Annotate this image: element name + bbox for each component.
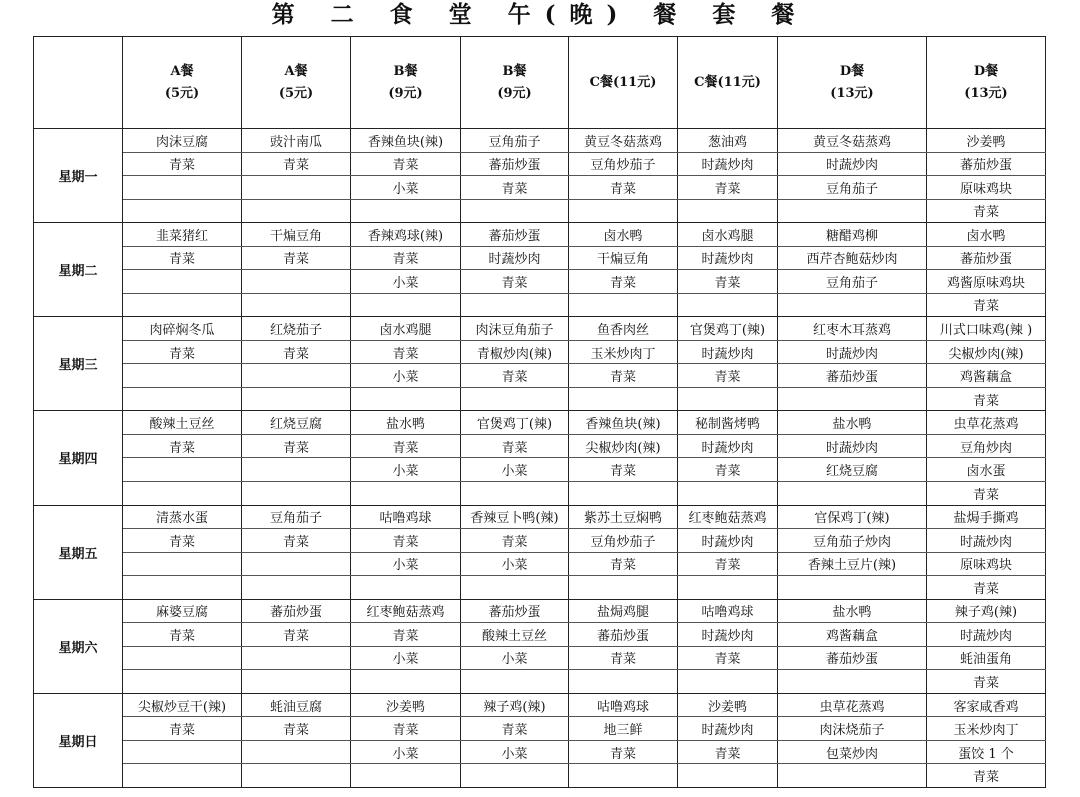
dish-cell: 青菜 (678, 270, 778, 294)
dish-cell: 干煸豆角 (569, 246, 678, 270)
dish-cell: 官保鸡丁(辣) (778, 505, 927, 529)
dish-cell: 蕃茄炒蛋 (242, 599, 351, 623)
dish-cell: 地三鲜 (569, 717, 678, 741)
dish-cell: 黄豆冬菇蒸鸡 (569, 129, 678, 153)
dish-cell: 小菜 (461, 552, 569, 576)
dish-cell: 小菜 (351, 740, 461, 764)
dish-cell (461, 670, 569, 694)
dish-cell: 时蔬炒肉 (678, 623, 778, 647)
day-label: 星期日 (34, 693, 123, 787)
dish-cell (242, 458, 351, 482)
dish-cell: 鸡酱藕盒 (927, 364, 1046, 388)
menu-row (34, 740, 1046, 764)
dish-cell (123, 270, 242, 294)
dish-cell: 蕃茄炒蛋 (461, 599, 569, 623)
dish-cell: 肉沫烧茄子 (778, 717, 927, 741)
menu-row (34, 270, 1046, 294)
dish-cell: 时蔬炒肉 (678, 340, 778, 364)
dish-cell (778, 670, 927, 694)
column-header (569, 37, 678, 129)
dish-cell: 酸辣土豆丝 (123, 411, 242, 435)
dish-cell (242, 646, 351, 670)
menu-row (34, 670, 1046, 694)
column-price: (9元) (497, 85, 532, 101)
column-name: B餐 (393, 63, 418, 79)
dish-cell: 豉汁南瓜 (242, 129, 351, 153)
dish-cell (461, 764, 569, 788)
dish-cell: 豆角炒茄子 (569, 529, 678, 553)
dish-cell: 时蔬炒肉 (678, 717, 778, 741)
dish-cell: 尖椒炒肉(辣) (569, 434, 678, 458)
dish-cell (351, 764, 461, 788)
dish-cell (351, 199, 461, 223)
menu-row (34, 223, 1046, 247)
day-label: 星期一 (34, 129, 123, 223)
dish-cell: 时蔬炒肉 (461, 246, 569, 270)
dish-cell: 时蔬炒肉 (678, 246, 778, 270)
dish-cell: 豆角茄子 (461, 129, 569, 153)
dish-cell: 青菜 (242, 529, 351, 553)
dish-cell: 香辣鸡球(辣) (351, 223, 461, 247)
dish-cell: 青菜 (569, 364, 678, 388)
dish-cell: 紫苏土豆焖鸭 (569, 505, 678, 529)
dish-cell: 清蒸水蛋 (123, 505, 242, 529)
dish-cell (778, 764, 927, 788)
dish-cell: 蕃茄炒蛋 (778, 364, 927, 388)
dish-cell (123, 740, 242, 764)
dish-cell: 青菜 (242, 152, 351, 176)
dish-cell: 黄豆冬菇蒸鸡 (778, 129, 927, 153)
dish-cell (461, 481, 569, 505)
menu-row (34, 717, 1046, 741)
dish-cell (242, 293, 351, 317)
dish-cell: 青菜 (927, 576, 1046, 600)
dish-cell (351, 670, 461, 694)
dish-cell: 官煲鸡丁(辣) (461, 411, 569, 435)
menu-row (34, 387, 1046, 411)
dish-cell: 青菜 (461, 434, 569, 458)
dish-cell: 虫草花蒸鸡 (778, 693, 927, 717)
dish-cell (123, 552, 242, 576)
dish-cell (242, 576, 351, 600)
column-price: (9元) (388, 85, 423, 101)
dish-cell: 盐水鸭 (778, 599, 927, 623)
dish-cell: 玉米炒肉丁 (927, 717, 1046, 741)
dish-cell: 红烧茄子 (242, 317, 351, 341)
dish-cell (242, 270, 351, 294)
dish-cell: 青菜 (927, 481, 1046, 505)
dish-cell: 肉沫豆腐 (123, 129, 242, 153)
dish-cell: 豆角茄子炒肉 (778, 529, 927, 553)
dish-cell: 青菜 (351, 717, 461, 741)
dish-cell: 青菜 (351, 152, 461, 176)
dish-cell: 青菜 (569, 176, 678, 200)
dish-cell: 青椒炒肉(辣) (461, 340, 569, 364)
dish-cell (123, 764, 242, 788)
column-name: C餐(11元) (694, 74, 761, 90)
menu-row (34, 434, 1046, 458)
menu-row (34, 623, 1046, 647)
menu-row (34, 293, 1046, 317)
dish-cell: 糖醋鸡柳 (778, 223, 927, 247)
menu-row (34, 576, 1046, 600)
dish-cell: 红枣鲍菇蒸鸡 (678, 505, 778, 529)
dish-cell (351, 576, 461, 600)
dish-cell: 青菜 (569, 458, 678, 482)
dish-cell (123, 670, 242, 694)
dish-cell: 咕噜鸡球 (351, 505, 461, 529)
menu-row (34, 152, 1046, 176)
column-header (123, 37, 242, 129)
menu-row (34, 411, 1046, 435)
menu-row (34, 199, 1046, 223)
dish-cell (569, 670, 678, 694)
dish-cell (461, 387, 569, 411)
dish-cell (678, 764, 778, 788)
dish-cell: 小菜 (351, 364, 461, 388)
dish-cell: 青菜 (123, 623, 242, 647)
dish-cell: 青菜 (678, 364, 778, 388)
dish-cell: 豆角炒茄子 (569, 152, 678, 176)
dish-cell: 卤水鸡腿 (351, 317, 461, 341)
dish-cell: 鱼香肉丝 (569, 317, 678, 341)
dish-cell: 蕃茄炒蛋 (461, 152, 569, 176)
day-label: 星期五 (34, 505, 123, 599)
dish-cell (778, 293, 927, 317)
dish-cell (123, 364, 242, 388)
dish-cell: 小菜 (461, 458, 569, 482)
dish-cell: 时蔬炒肉 (778, 340, 927, 364)
menu-row (34, 458, 1046, 482)
dish-cell: 麻婆豆腐 (123, 599, 242, 623)
dish-cell (242, 740, 351, 764)
dish-cell (242, 670, 351, 694)
column-header (778, 37, 927, 129)
column-name: A餐 (170, 63, 194, 79)
column-name: C餐(11元) (589, 74, 657, 90)
dish-cell: 青菜 (461, 717, 569, 741)
dish-cell: 蕃茄炒蛋 (927, 246, 1046, 270)
dish-cell (678, 293, 778, 317)
dish-cell: 青菜 (351, 529, 461, 553)
dish-cell: 卤水鸡腿 (678, 223, 778, 247)
dish-cell: 青菜 (678, 740, 778, 764)
dish-cell: 青菜 (351, 340, 461, 364)
menu-row (34, 340, 1046, 364)
dish-cell: 盐水鸭 (778, 411, 927, 435)
dish-cell: 时蔬炒肉 (678, 152, 778, 176)
dish-cell: 青菜 (569, 270, 678, 294)
dish-cell: 青菜 (927, 293, 1046, 317)
dish-cell: 青菜 (678, 552, 778, 576)
dish-cell: 时蔬炒肉 (678, 434, 778, 458)
dish-cell: 小菜 (461, 740, 569, 764)
menu-row (34, 246, 1046, 270)
dish-cell (351, 481, 461, 505)
dish-cell: 小菜 (351, 458, 461, 482)
column-header (242, 37, 351, 129)
dish-cell: 酸辣土豆丝 (461, 623, 569, 647)
dish-cell (123, 458, 242, 482)
dish-cell: 盐焗鸡腿 (569, 599, 678, 623)
dish-cell (242, 552, 351, 576)
menu-row (34, 176, 1046, 200)
dish-cell (569, 293, 678, 317)
dish-cell: 葱油鸡 (678, 129, 778, 153)
dish-cell (123, 646, 242, 670)
column-header (678, 37, 778, 129)
dish-cell: 青菜 (123, 340, 242, 364)
dish-cell: 卤水蛋 (927, 458, 1046, 482)
dish-cell: 沙姜鸭 (678, 693, 778, 717)
dish-cell: 客家咸香鸡 (927, 693, 1046, 717)
dish-cell: 盐水鸭 (351, 411, 461, 435)
dish-cell: 豆角茄子 (242, 505, 351, 529)
dish-cell: 青菜 (242, 434, 351, 458)
dish-cell: 鸡酱原味鸡块 (927, 270, 1046, 294)
dish-cell: 青菜 (123, 717, 242, 741)
dish-cell (569, 481, 678, 505)
dish-cell (678, 670, 778, 694)
dish-cell: 蕃茄炒蛋 (927, 152, 1046, 176)
dish-cell: 青菜 (569, 740, 678, 764)
dish-cell: 时蔬炒肉 (927, 529, 1046, 553)
dish-cell: 尖椒炒肉(辣) (927, 340, 1046, 364)
menu-table (33, 36, 1046, 788)
column-price: (13元) (830, 85, 874, 101)
menu-row (34, 505, 1046, 529)
dish-cell: 小菜 (351, 176, 461, 200)
dish-cell (242, 364, 351, 388)
dish-cell: 小菜 (351, 552, 461, 576)
dish-cell (461, 199, 569, 223)
dish-cell: 青菜 (242, 717, 351, 741)
menu-row (34, 552, 1046, 576)
dish-cell: 咕噜鸡球 (569, 693, 678, 717)
column-price: (5元) (164, 85, 200, 101)
dish-cell: 时蔬炒肉 (678, 529, 778, 553)
dish-cell: 沙姜鸭 (351, 693, 461, 717)
dish-cell: 香辣鱼块(辣) (569, 411, 678, 435)
dish-cell: 辣子鸡(辣) (461, 693, 569, 717)
dish-cell: 时蔬炒肉 (778, 152, 927, 176)
dish-cell: 青菜 (123, 246, 242, 270)
dish-cell (242, 176, 351, 200)
dish-cell (123, 481, 242, 505)
dish-cell: 青菜 (678, 646, 778, 670)
dish-cell (678, 481, 778, 505)
dish-cell (242, 481, 351, 505)
dish-cell: 小菜 (351, 270, 461, 294)
day-label: 星期二 (34, 223, 123, 317)
dish-cell: 蕃茄炒蛋 (569, 623, 678, 647)
dish-cell: 青菜 (927, 670, 1046, 694)
column-header (927, 37, 1046, 129)
column-price: (5元) (278, 85, 314, 101)
dish-cell: 蕃茄炒蛋 (461, 223, 569, 247)
dish-cell: 青菜 (461, 364, 569, 388)
dish-cell (351, 293, 461, 317)
dish-cell: 青菜 (123, 152, 242, 176)
menu-row (34, 317, 1046, 341)
dish-cell: 原味鸡块 (927, 176, 1046, 200)
dish-cell: 青菜 (569, 552, 678, 576)
column-name: D餐 (973, 63, 999, 79)
column-name: B餐 (502, 63, 527, 79)
dish-cell: 香辣土豆片(辣) (778, 552, 927, 576)
day-label: 星期三 (34, 317, 123, 411)
dish-cell (569, 387, 678, 411)
dish-cell (351, 387, 461, 411)
dish-cell (123, 293, 242, 317)
dish-cell (123, 387, 242, 411)
dish-cell: 豆角炒肉 (927, 434, 1046, 458)
dish-cell: 干煸豆角 (242, 223, 351, 247)
dish-cell: 青菜 (351, 434, 461, 458)
dish-cell: 青菜 (242, 340, 351, 364)
dish-cell (242, 387, 351, 411)
dish-cell: 肉碎焖冬瓜 (123, 317, 242, 341)
page-title: 第 二 食 堂 午(晚) 餐 套 餐 (271, 1, 809, 28)
dish-cell (678, 199, 778, 223)
dish-cell (569, 764, 678, 788)
dish-cell: 盐焗手撕鸡 (927, 505, 1046, 529)
dish-cell: 尖椒炒豆干(辣) (123, 693, 242, 717)
dish-cell (569, 576, 678, 600)
dish-cell: 青菜 (678, 458, 778, 482)
dish-cell: 小菜 (461, 646, 569, 670)
dish-cell: 沙姜鸭 (927, 129, 1046, 153)
dish-cell (678, 576, 778, 600)
dish-cell (242, 764, 351, 788)
dish-cell: 青菜 (461, 176, 569, 200)
day-label: 星期六 (34, 599, 123, 693)
dish-cell: 红枣鲍菇蒸鸡 (351, 599, 461, 623)
menu-row (34, 693, 1046, 717)
dish-cell (778, 481, 927, 505)
dish-cell: 豆角茄子 (778, 270, 927, 294)
dish-cell: 青菜 (123, 434, 242, 458)
dish-cell: 香辣豆卜鸭(辣) (461, 505, 569, 529)
day-label: 星期四 (34, 411, 123, 505)
column-name: D餐 (839, 63, 865, 79)
dish-cell: 秘制酱烤鸭 (678, 411, 778, 435)
dish-cell: 香辣鱼块(辣) (351, 129, 461, 153)
dish-cell: 玉米炒肉丁 (569, 340, 678, 364)
dish-cell (569, 199, 678, 223)
menu-row (34, 129, 1046, 153)
dish-cell (678, 387, 778, 411)
menu-row (34, 599, 1046, 623)
dish-cell: 青菜 (123, 529, 242, 553)
dish-cell: 红烧豆腐 (242, 411, 351, 435)
dish-cell (123, 176, 242, 200)
menu-row (34, 646, 1046, 670)
dish-cell: 青菜 (461, 529, 569, 553)
header-row (34, 37, 1046, 129)
dish-cell: 西芹杏鲍菇炒肉 (778, 246, 927, 270)
dish-cell: 青菜 (927, 199, 1046, 223)
dish-cell: 官煲鸡丁(辣) (678, 317, 778, 341)
dish-cell: 虫草花蒸鸡 (927, 411, 1046, 435)
dish-cell: 肉沫豆角茄子 (461, 317, 569, 341)
menu-row (34, 364, 1046, 388)
dish-cell: 青菜 (242, 623, 351, 647)
dish-cell (778, 387, 927, 411)
column-price: (13元) (964, 85, 1008, 101)
dish-cell: 红枣木耳蒸鸡 (778, 317, 927, 341)
dish-cell: 原味鸡块 (927, 552, 1046, 576)
dish-cell: 川式口味鸡(辣 ) (927, 317, 1046, 341)
column-name: A餐 (284, 63, 308, 79)
column-header (461, 37, 569, 129)
dish-cell (461, 576, 569, 600)
dish-cell: 蚝油豆腐 (242, 693, 351, 717)
dish-cell (242, 199, 351, 223)
dish-cell: 辣子鸡(辣) (927, 599, 1046, 623)
dish-cell: 蚝油蛋角 (927, 646, 1046, 670)
dish-cell: 青菜 (927, 764, 1046, 788)
menu-row (34, 529, 1046, 553)
dish-cell: 鸡酱藕盒 (778, 623, 927, 647)
dish-cell: 时蔬炒肉 (927, 623, 1046, 647)
dish-cell: 包菜炒肉 (778, 740, 927, 764)
dish-cell: 卤水鸭 (569, 223, 678, 247)
dish-cell: 青菜 (678, 176, 778, 200)
dish-cell: 红烧豆腐 (778, 458, 927, 482)
dish-cell: 青菜 (461, 270, 569, 294)
corner-cell (34, 37, 123, 129)
dish-cell: 蛋饺 1 个 (927, 740, 1046, 764)
dish-cell: 青菜 (351, 246, 461, 270)
dish-cell: 青菜 (927, 387, 1046, 411)
dish-cell: 时蔬炒肉 (778, 434, 927, 458)
dish-cell: 小菜 (351, 646, 461, 670)
dish-cell: 青菜 (351, 623, 461, 647)
dish-cell (461, 293, 569, 317)
dish-cell (778, 199, 927, 223)
dish-cell: 咕噜鸡球 (678, 599, 778, 623)
menu-row (34, 481, 1046, 505)
dish-cell: 卤水鸭 (927, 223, 1046, 247)
dish-cell: 青菜 (569, 646, 678, 670)
menu-row (34, 764, 1046, 788)
dish-cell: 蕃茄炒蛋 (778, 646, 927, 670)
dish-cell: 韭菜猪红 (123, 223, 242, 247)
dish-cell: 豆角茄子 (778, 176, 927, 200)
dish-cell: 青菜 (242, 246, 351, 270)
dish-cell (123, 576, 242, 600)
column-header (351, 37, 461, 129)
dish-cell (123, 199, 242, 223)
dish-cell (778, 576, 927, 600)
